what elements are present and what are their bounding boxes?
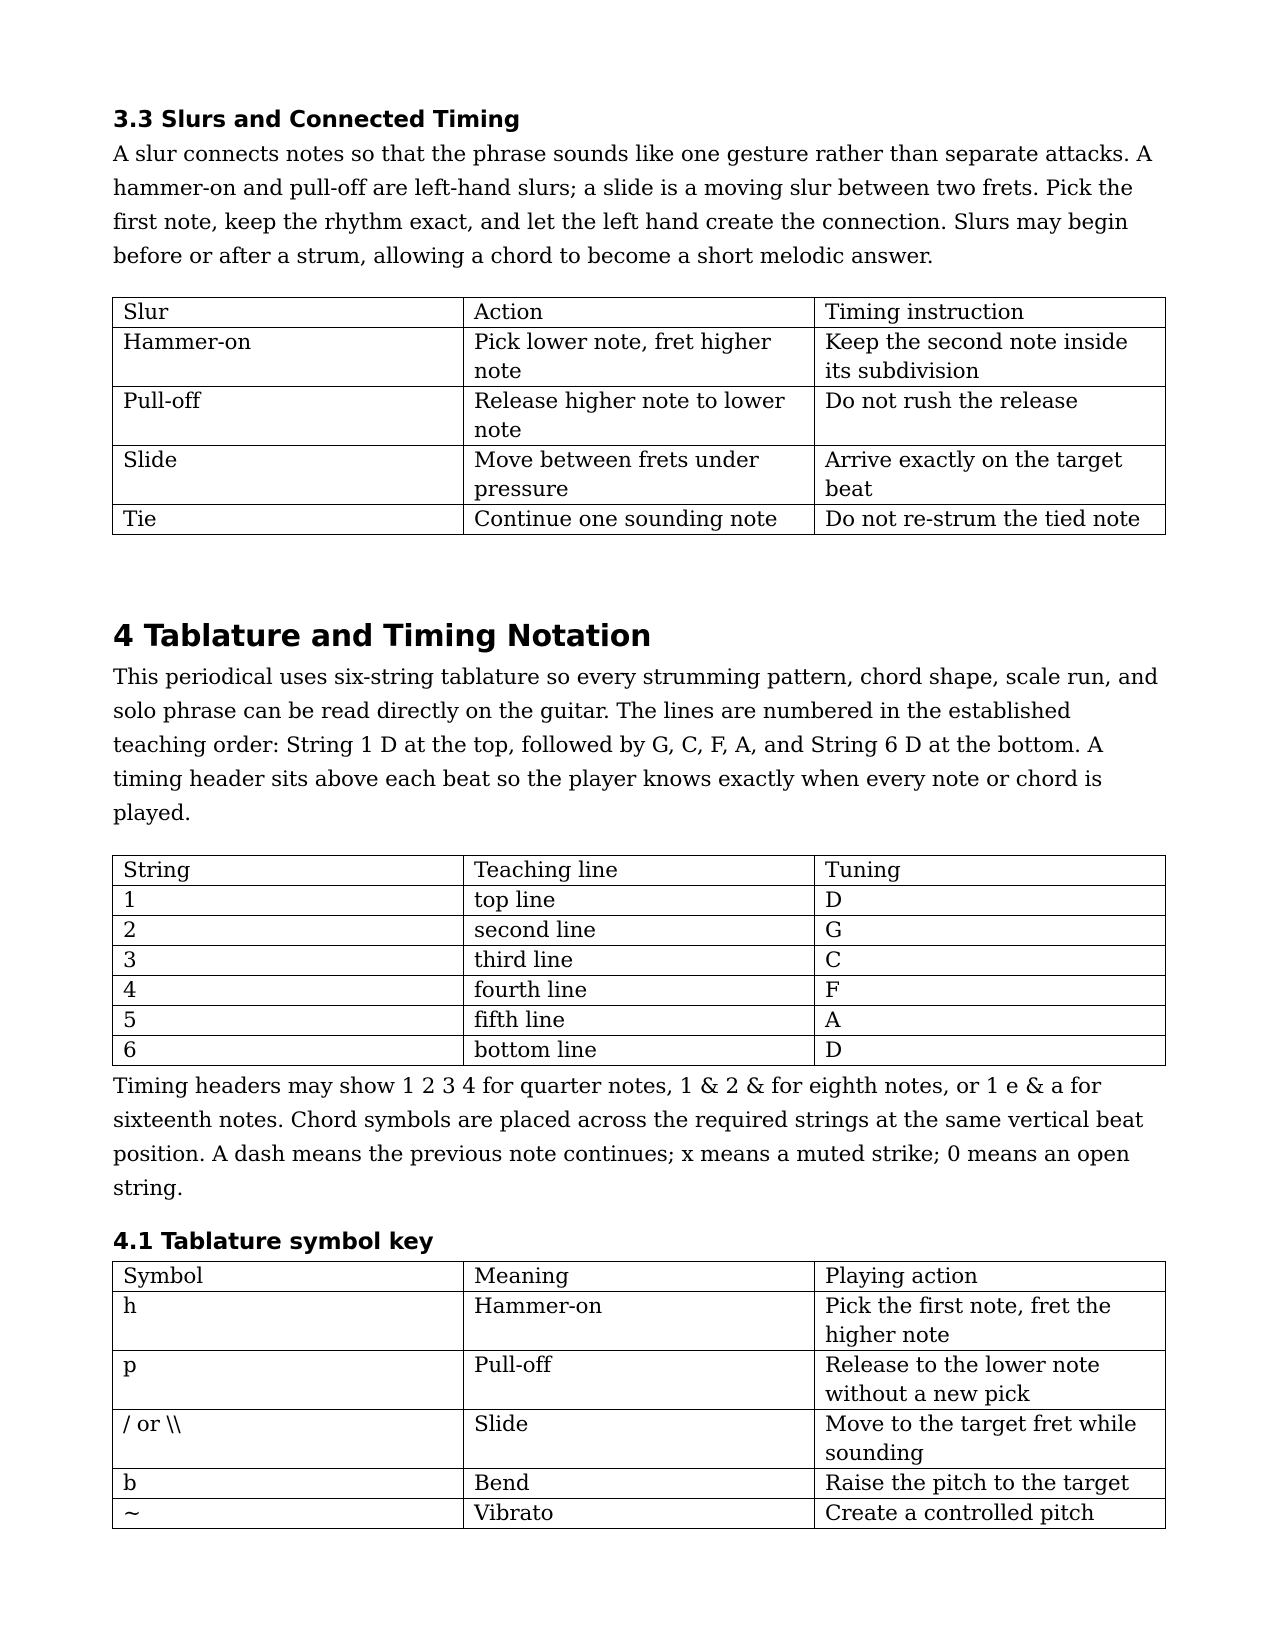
table-header-cell: Slur (113, 298, 464, 328)
table-cell: / or \\ (113, 1410, 464, 1469)
table-header-cell: Action (464, 298, 815, 328)
table-cell: C (815, 946, 1166, 976)
table-cell: Bend (464, 1469, 815, 1499)
table-header-cell: Symbol (113, 1262, 464, 1292)
section-paragraph: This periodical uses six-string tablature so every strumming pattern, chord shape, scale run, and solo phrase can be read directly on the guitar. The lines are numbered in the established teaching order: String 1 D at the top, followed by G, C, F, A, and String 6 D at the bottom. A timing header sits above each beat so the player knows exactly when every note or chord is played. (113, 665, 1158, 826)
table-row (113, 446, 1166, 505)
table-cell: p (113, 1351, 464, 1410)
table-row (113, 886, 1166, 916)
table-cell: 3 (113, 946, 464, 976)
table-header-cell: Teaching line (464, 856, 815, 886)
table-row (113, 1469, 1166, 1499)
slur-table (112, 297, 1166, 535)
section-heading: 4 Tablature and Timing Notation (113, 619, 652, 654)
table-cell: second line (464, 916, 815, 946)
table-cell: Create a controlled pitch (815, 1499, 1166, 1529)
section-3-3 (113, 104, 1165, 535)
table-cell: Slide (464, 1410, 815, 1469)
table-header-cell: Meaning (464, 1262, 815, 1292)
document-page (113, 102, 1165, 1529)
table-cell: 5 (113, 1006, 464, 1036)
table-cell: Move between frets under pressure (464, 446, 815, 505)
table-cell: F (815, 976, 1166, 1006)
table-cell: Tie (113, 505, 464, 535)
table-cell: fourth line (464, 976, 815, 1006)
table-row (113, 946, 1166, 976)
table-row (113, 1292, 1166, 1351)
table-header-row (113, 1262, 1166, 1292)
table-cell: ~ (113, 1499, 464, 1529)
table-row (113, 1410, 1166, 1469)
table-cell: D (815, 1036, 1166, 1066)
table-cell: Pull-off (113, 387, 464, 446)
table-header-cell: Playing action (815, 1262, 1166, 1292)
table-header-row (113, 856, 1166, 886)
table-row (113, 387, 1166, 446)
table-header-cell: String (113, 856, 464, 886)
section-paragraph: Timing headers may show 1 2 3 4 for quarter notes, 1 & 2 & for eighth notes, or 1 e & a for sixteenth notes. Chord symbols are placed across the required strings at the same vertical beat position. A dash means the previous note continues; x means a muted strike; 0 means an open string. (113, 1074, 1144, 1201)
table-cell: Hammer-on (113, 328, 464, 387)
table-cell: Release to the lower note without a new pick (815, 1351, 1166, 1410)
table-row (113, 1499, 1166, 1529)
section-paragraph: A slur connects notes so that the phrase sounds like one gesture rather than separate attacks. A hammer-on and pull-off are left-hand slurs; a slide is a moving slur between two frets. Pick the first note, keep the rhythm exact, and let the left hand create the connection. Slurs may begin before or after a strum, allowing a chord to become a short melodic answer. (113, 142, 1152, 269)
table-cell: D (815, 886, 1166, 916)
table-row (113, 328, 1166, 387)
table-cell: Hammer-on (464, 1292, 815, 1351)
table-row (113, 976, 1166, 1006)
table-cell: Do not rush the release (815, 387, 1166, 446)
table-cell: Keep the second note inside its subdivision (815, 328, 1166, 387)
table-cell: bottom line (464, 1036, 815, 1066)
table-cell: 1 (113, 886, 464, 916)
table-row (113, 505, 1166, 535)
table-cell: fifth line (464, 1006, 815, 1036)
table-cell: Continue one sounding note (464, 505, 815, 535)
table-cell: Do not re-strum the tied note (815, 505, 1166, 535)
table-cell: Release higher note to lower note (464, 387, 815, 446)
table-cell: b (113, 1469, 464, 1499)
symbol-key-table (112, 1261, 1166, 1529)
table-header-row (113, 298, 1166, 328)
table-cell: Vibrato (464, 1499, 815, 1529)
table-cell: third line (464, 946, 815, 976)
table-cell: A (815, 1006, 1166, 1036)
table-header-cell: Timing instruction (815, 298, 1166, 328)
table-row (113, 1036, 1166, 1066)
string-table (112, 855, 1166, 1066)
table-cell: 6 (113, 1036, 464, 1066)
table-row (113, 1351, 1166, 1410)
table-cell: Arrive exactly on the target beat (815, 446, 1166, 505)
table-row (113, 916, 1166, 946)
table-cell: Pick lower note, fret higher note (464, 328, 815, 387)
table-cell: Pick the first note, fret the higher note (815, 1292, 1166, 1351)
table-cell: top line (464, 886, 815, 916)
section-heading: 3.3 Slurs and Connected Timing (113, 107, 520, 133)
table-row (113, 1006, 1166, 1036)
section-4 (113, 617, 1165, 1206)
section-heading: 4.1 Tablature symbol key (113, 1229, 434, 1255)
table-cell: Raise the pitch to the target (815, 1469, 1166, 1499)
table-cell: Move to the target fret while sounding (815, 1410, 1166, 1469)
section-4-1 (113, 1226, 1165, 1529)
table-cell: h (113, 1292, 464, 1351)
table-cell: Slide (113, 446, 464, 505)
table-header-cell: Tuning (815, 856, 1166, 886)
table-cell: 2 (113, 916, 464, 946)
table-cell: G (815, 916, 1166, 946)
table-cell: Pull-off (464, 1351, 815, 1410)
table-cell: 4 (113, 976, 464, 1006)
